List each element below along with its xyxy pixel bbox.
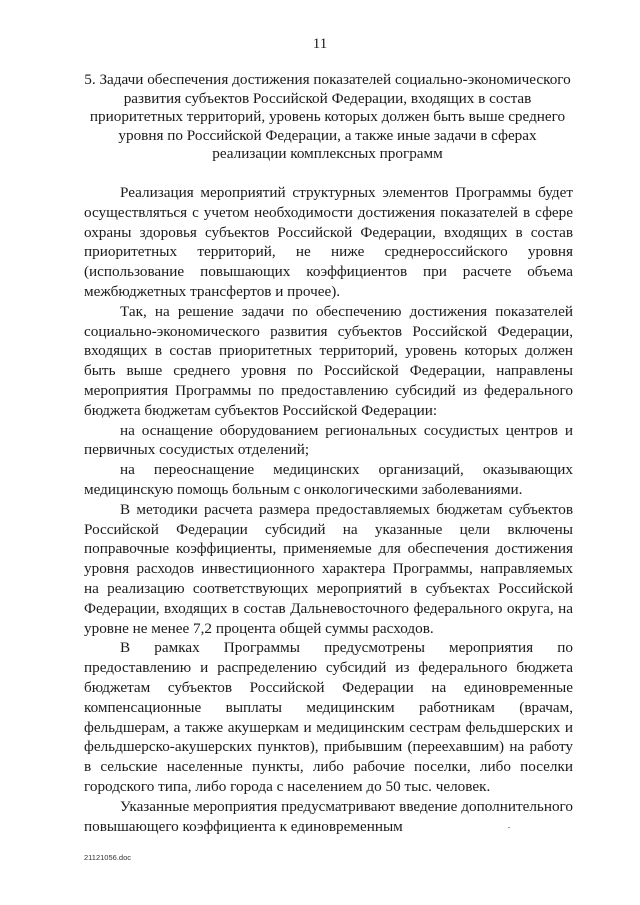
heading-line: приоритетных территорий, уровень которых должен быть выше среднего bbox=[89, 108, 566, 126]
paragraph: на переоснащение медицинских организаций, оказывающих медицинскую помощь больным с онкологическими заболеваниями. bbox=[84, 461, 573, 498]
paragraph: на оснащение оборудованием региональных сосудистых центров и первичных сосудистых отделений; bbox=[84, 421, 573, 459]
paragraph: Реализация мероприятий структурных элементов Программы будет осуществляться с учетом необходимости достижения показателей в сфере охраны здоровья субъектов Российской Федерации, входящих в состав приоритетных территорий, не ниже среднероссийского уровня (использование повышающих коэффициентов при расчете объема межбюджетных трансфертов и прочее). bbox=[84, 184, 573, 300]
heading-line: реализации комплексных программ bbox=[212, 145, 443, 163]
footer-file-code: 21121056.doc bbox=[84, 853, 131, 862]
body-text bbox=[84, 183, 573, 836]
scan-speck bbox=[508, 827, 510, 828]
paragraph: Так, на решение задачи по обеспечению достижения показателей социально-экономического развития субъектов Российской Федерации, входящих в состав приоритетных территорий, уровень которых должен быть выше среднего уровня по Российской Федерации, направлены мероприятия Программы по предоставлению субсидий из федерального бюджета бюджетам субъектов Российской Федерации: bbox=[84, 302, 573, 419]
page-number: 11 bbox=[312, 36, 328, 52]
section-heading bbox=[80, 71, 575, 164]
paragraph: В методики расчета размера предоставляемых бюджетам субъектов Российской Федерации субсидий на указанные цели включены поправочные коэффициенты, применяемые для обеспечения достижения уровня расходов инвестиционного характера Программы, направляемых на реализацию соответствующих мероприятий в субъектах Российской Федерации, входящих в состав Дальневосточного федерального округа, на уровне не менее 7,2 процента общей суммы расходов. bbox=[84, 500, 573, 637]
heading-line: 5. Задачи обеспечения достижения показателей социально-экономического bbox=[84, 71, 571, 88]
paragraph: Указанные мероприятия предусматривают введение дополнительного повышающего коэффициента к единовременным bbox=[84, 797, 573, 835]
heading-line: уровня по Российской Федерации, а также иные задачи в сферах bbox=[118, 126, 537, 144]
paragraph: В рамках Программы предусмотрены мероприятия по предоставлению и распределению субсидий из федерального бюджета бюджетам субъектов Российской Федерации на единовременные компенсационные выплаты медицинским работникам (врачам, фельдшерам, а также акушеркам и медицинским сестрам фельдшерских и фельдшерско-акушерских пунктов), прибывшим (переехавшим) на работу в сельские населенные пункты, либо рабочие поселки, либо поселки городского типа, либо города с населением до 50 тыс. человек. bbox=[84, 639, 573, 795]
heading-line: развития субъектов Российской Федерации, входящих в состав bbox=[123, 89, 532, 107]
